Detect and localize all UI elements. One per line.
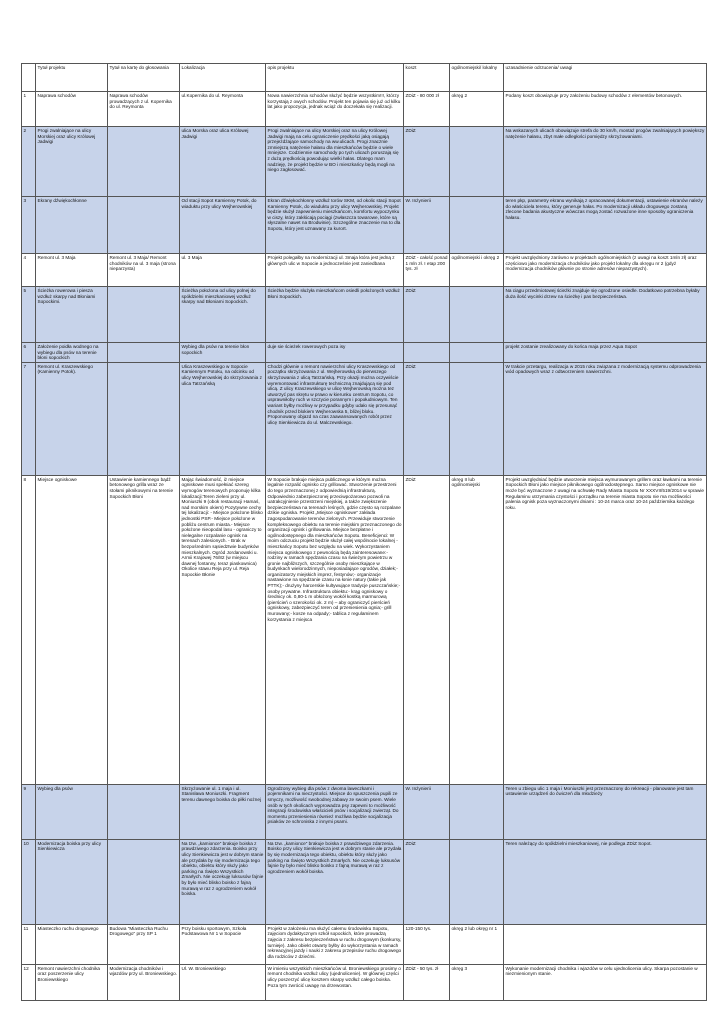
header-project-title: Tytuł projektu bbox=[36, 64, 108, 92]
cell-description: Chodzi głównie o remont nawierzchni ulicy Kraszewskiego od początku skrzyżowania z ul. Wejherowską do pierwszego skrzyżowania z ulicą Tatrzańską. Przy okazji można oczywiście wyremontować infrastrukturę techniczną znajdującą się pod ulicą. Z ulicy Kraszewskiego w ulicę Wejherowską można tez utworzyć pas skrętu w prawo w kierunku centrum Sopotu, co usprawniłoby ruch w szczycie porannym i popołudniowym. Ten wariant byłby możliwy w przypadku gdyby udało się przesunąć chodnik przed blokiem Wejherowska 5, bliżej bloku. Proponowany objazd na czas zaawansowanych robót przez ulicę Sienkiewicza do ul. Malczewskiego. bbox=[266, 362, 404, 475]
cell-description: Na tzw. „kamionce” brakuje boiska z prawdziwego zdarzenia. Boisko przy ulicy Sienkiewicza jest w dobrym stanie ale przydała by się modernizacja tego obiektu, obiektu który służy jako parking na Święto Wszystkich Zmarłych. Nie oczekuję luksusów fajnie by było mieć blisko boisko z fajną murawą w raz z ogrodzeniem wokół boiska. bbox=[266, 839, 404, 924]
cell-location: ul. 3 Maja bbox=[180, 254, 266, 287]
cell-cost: ZDiZ bbox=[404, 127, 450, 197]
cell-project-title: Naprawa schodów bbox=[36, 92, 108, 127]
cell-number: 10 bbox=[22, 839, 36, 924]
cell-remarks: Projekt uwzględniać będzie utworzenie miejsca wymurowanym grillem oraz ławkami na terenie Sopockich Błoni jako miejsce piknikowego ogólnodostępnego. Samo miejsce ogniskowe nie może być wyznaczone z uwagi na uchwałę Rady Miasta Sopotu Nr XXXVII/519/2014 w sprawie Regulaminu utrzymania czystości i porządku na terenie miasta Sopotu nie ma możliwości palenia ognisk poza wyznaczonymi dniami : 10-24 marca oraz 10-24 października każdego roku. bbox=[504, 475, 707, 784]
cell-number: 12 bbox=[22, 964, 36, 1000]
cell-location: Wybieg dla psów na terenie błon sopockich bbox=[180, 343, 266, 363]
cell-description: duje sie ścieżek rowerowych poza isy bbox=[266, 343, 404, 363]
cell-ballot-title bbox=[108, 287, 180, 343]
cell-location: Ścieżka położona od ulicy polnej do spółdzielni mieszkaniowej wzdłuż skarpy nad Błoniami Sopockich. bbox=[180, 287, 266, 343]
cell-ballot-title: Remont ul. 3 Maja/ Remont chodników na ul. 3 maja (strona nieparzysta) bbox=[108, 254, 180, 287]
header-location: Lokalizacja bbox=[180, 64, 266, 92]
cell-description: Projekt w założeniu ma służyć całemu środowisku Sopotu, zajęciom dydaktycznym szkół sopockich, które prowadzą zajęcia z zakresu bezpieczeństwa w ruchu drogowym (konkursy, turnieje). Jako obiekt otwarty byłby do wykorzystania w ramach rekreacyjnej jazdy i nauki z zakresu przepisów ruchu drogowego dla rodziców z dziećmi. bbox=[266, 924, 404, 964]
cell-remarks: Na wskazanych ulicach obowiązuje strefa do 30 km/h, montaż progów zwalniających powiększy natężenie hałasu, zbyt małe odległości pomiędzy skrzyżowaniami. bbox=[504, 127, 707, 197]
cell-number: 7 bbox=[22, 362, 36, 475]
cell-scope: okręg 2 bbox=[450, 92, 504, 127]
cell-scope: okręg 3 bbox=[450, 964, 504, 1000]
cell-location: Przy boisku sportowym, Szkoła Podstawowa Nr 1 w Sopocie bbox=[180, 924, 266, 964]
table-row bbox=[22, 784, 707, 839]
cell-cost: ZDiZ - 50 tys. zł bbox=[404, 964, 450, 1000]
cell-description: Ekran dźwiękochłonny wzdłuż torów SKM, od okolic stacji Sopot Kamienny Potok, do wiaduktu przy ulicy Wejherowskiej. Projekt będzie służył zapewnieniu mieszkańcom, komfortu wypoczynku w ciszy, który zakłócają pociągi (zwłaszcza towarowe, które są słyszalne nawet na Brodwinie). Szczególne znaczenie ma to dla Sopotu, który jest uznawany za kurort. bbox=[266, 197, 404, 254]
cell-number: 5 bbox=[22, 287, 36, 343]
cell-project-title: Remont ul. Kraszewskiego (Kamienny Potok). bbox=[36, 362, 108, 475]
cell-scope: okręg II lub ogólnomiejski bbox=[450, 475, 504, 784]
table-row bbox=[22, 287, 707, 343]
cell-cost: ZDiZ - całość ponad 1 mln zł. I etap 200 tys. zł bbox=[404, 254, 450, 287]
cell-remarks: Podany koszt obowiązuje przy założeniu budowy schodów z elementów betonowych. bbox=[504, 92, 707, 127]
cell-project-title: Modernizacja boiska przy ulicy Sienkiewicza bbox=[36, 839, 108, 924]
cell-project-title: Wybieg dla psów bbox=[36, 784, 108, 839]
cell-number: 8 bbox=[22, 475, 36, 784]
cell-scope bbox=[450, 197, 504, 254]
header-scope: ogólnomiejski/ lokalny bbox=[450, 64, 504, 92]
cell-location: ulica Morska oraz ulica Królowej Jadwigi bbox=[180, 127, 266, 197]
table-row bbox=[22, 362, 707, 475]
header-ballot-title: Tytuł na kartę do głosowania bbox=[108, 64, 180, 92]
cell-number: 9 bbox=[22, 784, 36, 839]
cell-scope bbox=[450, 362, 504, 475]
cell-ballot-title bbox=[108, 784, 180, 839]
cell-cost: ZDiZ - 80 000 zł bbox=[404, 92, 450, 127]
cell-remarks: Na ciągu przedmiotowej ścieżki znajduje się ogrodzone osiedle. Dodatkowo potrzebna byłaby duża ilość wycinki drzew na ścieżkę i pas bezpieczeństwa. bbox=[504, 287, 707, 343]
cell-cost: 120-150 tys. bbox=[404, 924, 450, 964]
cell-location: Ulica Kraszewskiego w Sopocie Kamiennym Potoku, na odcinku od ulicy Wejherowskiej do skrzyżowania z ulica Tatrzańską bbox=[180, 362, 266, 475]
table-row bbox=[22, 92, 707, 127]
cell-project-title: Miejsce ogniskowe bbox=[36, 475, 108, 784]
cell-remarks: Wykonanie modernizacji chodnika i wjazdów w celu ujednolicenia ulicy. Skarpa pozostanie w niezmienionym stanie. bbox=[504, 964, 707, 1000]
cell-cost: W. Inżynierii bbox=[404, 784, 450, 839]
cell-description: W imieniu wszystkich mieszkańców ul. Broniewskiego prosimy o remont chodnika wzdłuż ulicy (ujednolicenie). W głównej części ulicy poszerzyć ulicę kosztem skarpy wzdłuż całego boiska. Poza tym zwrócić uwagę na drzewostan. bbox=[266, 964, 404, 1000]
cell-scope bbox=[450, 343, 504, 363]
cell-remarks: W trakcie przetargu, realizacja w 2015 roku związana z modernizacją systemu odprowadzenia wód opadowych wraz z odtworzeniem nawierzchni. bbox=[504, 362, 707, 475]
cell-remarks: Teren należący do spółdzielni mieszkaniowej, nie podlega ZDiZ Sopot. bbox=[504, 839, 707, 924]
cell-cost: ZDiZ bbox=[404, 839, 450, 924]
cell-ballot-title: Modernizacja chodników i wjazdów przy ul. Broniewskiego. bbox=[108, 964, 180, 1000]
header-description: opis projektu bbox=[266, 64, 404, 92]
cell-cost: ZDiZ bbox=[404, 475, 450, 784]
cell-number: 2 bbox=[22, 127, 36, 197]
cell-project-title: Progi zwalniające na ulicy Morskiej oraz ulicy Królowej Jadwigi bbox=[36, 127, 108, 197]
cell-location: Na tzw. „kamionce” brakuje boiska z prawdziwego zdarzenia. Boisko przy ulicy Sienkiewicza jest w dobrym stanie ale przydała by się modernizacja tego obiektu, obiektu który służy jako parking na Święto Wszystkich Zmarłych. Nie oczekuję luksusów fajnie by było mieć blisko boisko z fajną murawą w raz z ogrodzeniem wokół boiska. bbox=[180, 839, 266, 924]
cell-cost: ZDiZ bbox=[404, 362, 450, 475]
cell-project-title: Remont ul. 3 Maja bbox=[36, 254, 108, 287]
cell-project-title: Ścieżka rowerowa i piesza wzdłuż skarpy nad Błoniami Sopockimi. bbox=[36, 287, 108, 343]
cell-description: Ogrodzony wybieg dla psów z dwoma laweczkami i pojemnikami na nieczystości. Miejsce do spuszczenia pupili ze smyczy, możliwość swobodnej zabawy ze swoim psem. Wiele osób w tych okolicach wyprowadza psy zapewni to możliwość integracji środowiska właścicieli psów i socjalizacji zwierząt. Do momentu przeniesienia również możliwa będzie socjalizacja psiaków ze schroniska z innymi psami. bbox=[266, 784, 404, 839]
cell-description: Progi zwalniające na ulicy Morskiej oraz na ulicy Królowej Jadwigi mają na celu ograniczenie prędkości jaką osiągają przejeżdżające samochody na ww.ulicach. Progi znacznie zmniejszą natężenie hałasu dla mieszkańców będzie o wiele mniejsze. Codziennie samochody po tych ulicach poruszają się z dużą prędkością powodując wielki hałas. Dlatego mam nadzieję, że projekt będzie w BO i mieszkańcy będą mogli na niego zagłosować. bbox=[266, 127, 404, 197]
table-header-row bbox=[22, 64, 707, 92]
cell-number: 3 bbox=[22, 197, 36, 254]
cell-remarks bbox=[504, 924, 707, 964]
cell-description: Projekt polegałby na modernizacji ul. 3maja która jest jedną z głównych ulic w Sopocie a jednocześnie jest zaniedbana bbox=[266, 254, 404, 287]
cell-ballot-title bbox=[108, 839, 180, 924]
cell-scope: okręg 2 lub okręg nr 1 bbox=[450, 924, 504, 964]
cell-ballot-title: Budowa "Miasteczka Ruchu Drogowego" przy SP 1 bbox=[108, 924, 180, 964]
cell-scope bbox=[450, 127, 504, 197]
cell-remarks: Projekt uwzględniony zarówno w projektach ogólnomiejskich (z uwagi na koszt 1mln zł) oraz częściowo jako modernizacja chodników jako projekt lokalny dla okręgu nr 2 (gdyż modernizacja chodników głównie po stronie adresów nieparzystych). bbox=[504, 254, 707, 287]
cell-project-title: Miasteczko ruchu drogowego bbox=[36, 924, 108, 964]
cell-remarks: teren pkp, parametry ekranu wynikają z opracowanej dokumentacji, ustawienie ekranów należy do właściciela terenu, który generuje hałas. Po modernizacji układu drogowego zostaną zlecone badania akustyczne wówczas mogą zostać rozważone inne sposoby ograniczenia hałasu. bbox=[504, 197, 707, 254]
cell-scope bbox=[450, 784, 504, 839]
cell-location: Od stacji Sopot Kamienny Potok, do wiaduktu przy ulicy Wejherowskiej bbox=[180, 197, 266, 254]
cell-scope bbox=[450, 287, 504, 343]
cell-ballot-title bbox=[108, 362, 180, 475]
projects-table bbox=[21, 63, 707, 1001]
cell-remarks: Teren u zbiegu ulic 1 maja i Moniuszki jest przeznaczony do rekreacji - planowane jest tam ustawienie urządzeń do ćwiczeń dla młodzieży bbox=[504, 784, 707, 839]
header-remarks: uzasadnienie odrzucenia/ uwagi bbox=[504, 64, 707, 92]
cell-description: Nowa nawierzchnia schodów służyć będzie wszystkim!!!, którzy korzystają z owych schodów. Projekt ten pojawia się już od kilku lat jako propozycja, jednak wciąż do doczekała się realizacji. bbox=[266, 92, 404, 127]
cell-ballot-title bbox=[108, 127, 180, 197]
cell-number: 11 bbox=[22, 924, 36, 964]
cell-cost: ZDiZ bbox=[404, 287, 450, 343]
cell-cost bbox=[404, 343, 450, 363]
cell-ballot-title: Naprawa schodów prowadzących z ul. Kopernika do ul. Reymonta bbox=[108, 92, 180, 127]
cell-location: ul.Kopernika do ul. Reymonta bbox=[180, 92, 266, 127]
table-body bbox=[22, 92, 707, 1001]
table-row bbox=[22, 254, 707, 287]
cell-project-title: Założenie poidła wodnego na wybiegu dla psów na terenie błoni sopockich bbox=[36, 343, 108, 363]
table-row bbox=[22, 127, 707, 197]
cell-project-title: Remont nawierzchni chodnika oraz poszerzenie ulicy Broniewskiego bbox=[36, 964, 108, 1000]
cell-project-title: Ekrany dźwiękochłonne bbox=[36, 197, 108, 254]
header-cost: koszt bbox=[404, 64, 450, 92]
cell-remarks: projekt zostanie zrealizowany do końca maja przez Aqua Sopot bbox=[504, 343, 707, 363]
cell-location: Skrzyżowanie ul. 1 maja i ul. Stanisława Moniuszki. Fragment terenu dawnego boiska do piłki nożnej bbox=[180, 784, 266, 839]
cell-description: Ścieżka będzie służyła mieszkańcom osiedli położonych wzdłuż Błoni Sopockich. bbox=[266, 287, 404, 343]
table-row bbox=[22, 343, 707, 363]
table-row bbox=[22, 924, 707, 964]
header-number bbox=[22, 64, 36, 92]
table-row bbox=[22, 197, 707, 254]
cell-location: Ul. W. Broniewskiego bbox=[180, 964, 266, 1000]
cell-ballot-title bbox=[108, 343, 180, 363]
cell-ballot-title bbox=[108, 197, 180, 254]
cell-ballot-title: Ustawienie kamiennego bądź betonowego grilla wraz ze stołami piknikowymi na terenie Sopockich Błoni bbox=[108, 475, 180, 784]
table-row bbox=[22, 839, 707, 924]
cell-scope bbox=[450, 839, 504, 924]
table-row bbox=[22, 964, 707, 1000]
cell-cost: W. Inżynierii bbox=[404, 197, 450, 254]
cell-scope: ogólnomiejski i okręg 2 bbox=[450, 254, 504, 287]
cell-description: W Sopocie brakuje miejsca publicznego w którym można legalnie rozpalić ognisko czy grillować. Stworzenie przestrzeni do tego przeznaczonej z odpowiednią infrastrukturą. Odpowiednio zabezpieczonej przeciwpożarowo pozwoli na uatrakcyjnienie przestrzeni miejskiej, a także zwiększenie bezpieczeństwa na terenach leśnych, gdzie często są rozpalane dzikie ogniska. Projekt „Miejsce ogniskowe” zakłada zagospodarowanie terenów zielonych. Przewiduje stworzenie kompleksowego obiektu na terenie miejskim przeznaczonego do organizacji ognisk i grillowania. Miejsce bezpłatne i ogólnodostępnego dla mieszkańców Sopotu. Beneficjenci: W moim odczuciu projekt będzie służył całej wspólnocie lokalnej - mieszkańcy Sopotu bez względu na wiek. Wykorzystaniem miejsca ogniskowego z pewnością będą zainteresowane:- rodziny w ramach spędzania czasu na świeżym powietrzu w gronie najbliższych, szczególnie osoby mieszkające w budynkach wielorodzinnych, nieposiadające ogrodów, działek;- organizatorzy miejskich imprez, festynów;- organizacje nastawione na spędzanie czasu na łonie natury (takie jak PTTK);- drużyny harcerskie kultywujące tradycje puszczańskie;- osoby prywatne. Infrastruktura obiektu:- krąg ogniskowy o średnicy ok. 0,80-1 m obłożony wokół kostką marmurową (pierścień o szerokości ok. 2 m) – aby ograniczyć pierścień ogniskowy, zabezpieczyć teren od przeniesienia ognia;- grill murowany;- kosze na odpady;- tablica z regulaminem korzystania z miejsca bbox=[266, 475, 404, 784]
cell-number: 6 bbox=[22, 343, 36, 363]
table-row bbox=[22, 475, 707, 784]
cell-location: Mając świadomość, iż miejsce ogniskowe musi spełniać szereg wymogów terenowych proponuję kilka lokalizacji:Teren zieleni przy ul. Moniuszki 9 (obok restauracji Hamaś, nad morskim okiem) Pozytywne cechy tej lokalizacji: - Miejsce położone blisko jednostki PSP.- Miejsce położone w pobliżu centrum miasta.- Miejsce położone nieopodal lasu - ograniczy to nielegalne rozpalanie ognisk na terenach zalesionych. - Brak w bezpośrednim sąsiedztwie budynków mieszkalnych. Ogród Jordanowski u. Armii Krajowej 76/82 (w miejscu dawnej fontanny, teraz piaskownica) Okolice stawu Reja przy ul. Reja Sopockie Błonie bbox=[180, 475, 266, 784]
cell-number: 4 bbox=[22, 254, 36, 287]
cell-number: 1 bbox=[22, 92, 36, 127]
